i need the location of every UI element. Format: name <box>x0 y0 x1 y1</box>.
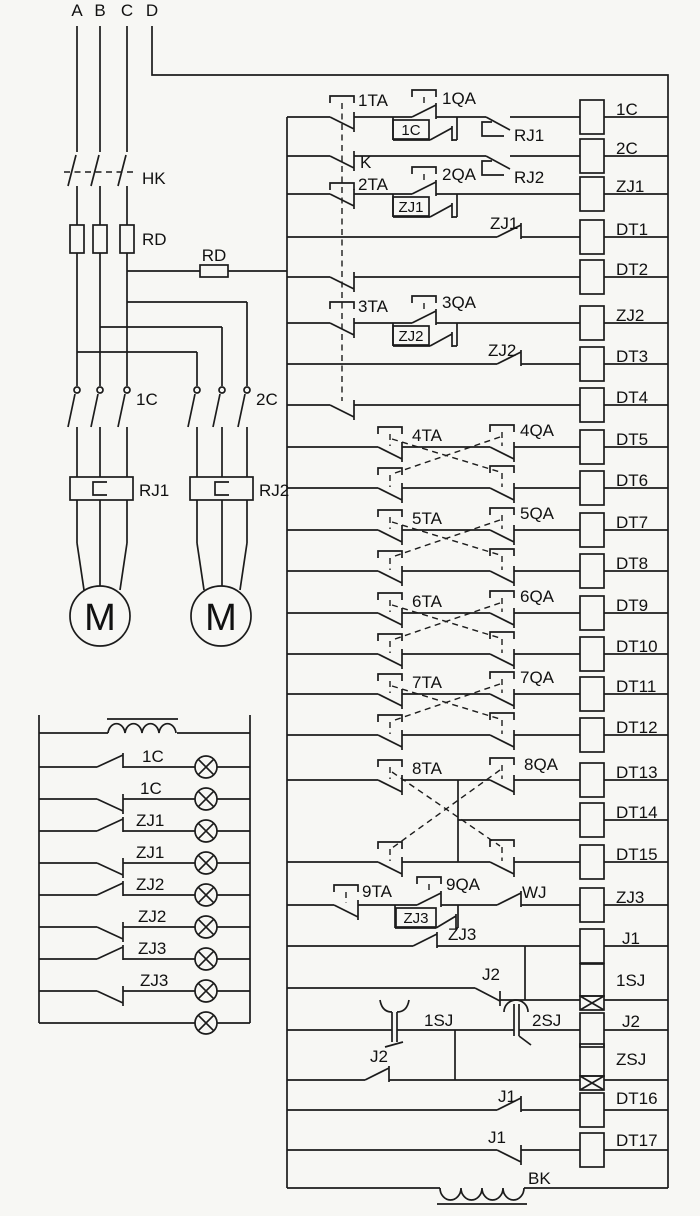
lamp-contact-label: ZJ1 <box>136 843 165 862</box>
motor1-letter: M <box>84 597 116 639</box>
fuse-control-label: RD <box>201 246 227 265</box>
lamp-contact-label: ZJ3 <box>138 939 167 958</box>
hold-contact-label-zj2: ZJ2 <box>398 328 424 345</box>
coil-label-zj1: ZJ1 <box>616 177 645 196</box>
control-row-dt17 <box>287 1133 668 1167</box>
coil-label-1c: 1C <box>616 100 638 119</box>
phase-d-label: D <box>145 1 159 20</box>
lamp-contact-label: ZJ2 <box>136 875 165 894</box>
lamp-contact-label: 1C <box>140 779 162 798</box>
hold-contact-label-zj1: ZJ1 <box>398 199 424 216</box>
control-row-2c <box>287 139 668 175</box>
coil-label-dt3: DT3 <box>616 347 649 366</box>
contact-label-5qa: 5QA <box>520 504 555 523</box>
contact-label-4ta: 4TA <box>412 426 442 445</box>
coil-label-zj3: ZJ3 <box>616 888 645 907</box>
lamp-contact-label: ZJ1 <box>136 811 165 830</box>
coil-label-zj2: ZJ2 <box>616 306 645 325</box>
power-circuit <box>64 26 668 1188</box>
control-row-j2 <box>287 1000 668 1080</box>
lamp-contact-label: ZJ2 <box>138 907 167 926</box>
control-pair-7 <box>287 672 668 752</box>
contact-label-6qa: 6QA <box>520 587 555 606</box>
control-bottom-bk <box>287 1188 668 1204</box>
contact-label-j2-b: J2 <box>370 1047 388 1066</box>
knife-switch-label: HK <box>142 169 166 188</box>
control-row-1c <box>287 100 668 141</box>
contact-label-2sj: 2SJ <box>532 1011 562 1030</box>
coil-label-dt15: DT15 <box>616 845 658 864</box>
contact-label-3qa: 3QA <box>442 293 477 312</box>
coil-label-dt6: DT6 <box>616 471 649 490</box>
control-row-zsj <box>287 1044 668 1090</box>
coil-label-dt5: DT5 <box>616 430 649 449</box>
contact-label-k: K <box>360 153 372 172</box>
motor2-letter: M <box>205 597 237 639</box>
coil-label-dt13: DT13 <box>616 763 658 782</box>
contact-label-5ta: 5TA <box>412 509 442 528</box>
coil-label-dt14: DT14 <box>616 803 658 822</box>
control-labels <box>358 89 561 1188</box>
contact-label-1ta: 1TA <box>358 91 388 110</box>
contact-label-2ta: 2TA <box>358 175 388 194</box>
coil-label-2c: 2C <box>616 139 638 158</box>
contact-label-j2-a: J2 <box>482 965 500 984</box>
phase-b-label: B <box>94 1 106 20</box>
fuse-main-label: RD <box>142 230 167 249</box>
coil-label-zsj: ZSJ <box>616 1050 647 1069</box>
overload1-label: RJ1 <box>139 481 170 500</box>
phase-a-label: A <box>71 1 83 20</box>
control-row-zj2 <box>287 306 668 347</box>
contact-label-j1-b: J1 <box>488 1128 506 1147</box>
control-row-dt16 <box>287 1093 668 1127</box>
contact-label-1qa: 1QA <box>442 89 477 108</box>
lamp-panel <box>39 715 250 1034</box>
coil-label-dt2: DT2 <box>616 260 649 279</box>
hold-contact-label-zj3: ZJ3 <box>403 910 429 927</box>
contact-label-8ta: 8TA <box>412 759 442 778</box>
contact-label-7ta: 7TA <box>412 673 442 692</box>
choke-label-bk: BK <box>528 1169 551 1188</box>
coil-label-dt17: DT17 <box>616 1131 658 1150</box>
contact-label-rj2: RJ2 <box>514 168 545 187</box>
control-pair-6 <box>287 591 668 671</box>
control-row-dt3 <box>287 347 668 381</box>
contact-label-6ta: 6TA <box>412 592 442 611</box>
coil-label-dt11: DT11 <box>616 677 657 696</box>
coil-label-dt16: DT16 <box>616 1089 658 1108</box>
coil-label-j1: J1 <box>622 929 640 948</box>
contact-label-rj1: RJ1 <box>514 126 545 145</box>
contact-label-zj3: ZJ3 <box>448 925 477 944</box>
contactor1-label: 1C <box>136 390 158 409</box>
contact-label-8qa: 8QA <box>524 755 559 774</box>
coil-label-dt12: DT12 <box>616 718 658 737</box>
control-row-dt2 <box>287 260 668 294</box>
control-pair-8 <box>287 758 668 879</box>
contact-label-9qa: 9QA <box>446 875 481 894</box>
coil-label-dt4: DT4 <box>616 388 649 407</box>
contact-label-zj1: ZJ1 <box>490 214 519 233</box>
contact-label-3ta: 3TA <box>358 297 388 316</box>
control-pair-5 <box>287 508 668 588</box>
contactor2-label: 2C <box>256 390 278 409</box>
overload2-label: RJ2 <box>259 481 290 500</box>
coil-label-dt10: DT10 <box>616 637 658 656</box>
control-row-dt1 <box>287 220 668 254</box>
contact-label-4qa: 4QA <box>520 421 555 440</box>
control-row-1sj <box>287 964 668 1010</box>
phase-c-label: C <box>120 1 134 20</box>
hold-contact-label-1c: 1C <box>401 122 421 139</box>
contact-label-zj2: ZJ2 <box>488 341 517 360</box>
lamp-contact-label: 1C <box>142 747 164 766</box>
coil-label-dt9: DT9 <box>616 596 649 615</box>
coil-label-dt7: DT7 <box>616 513 649 532</box>
contact-label-7qa: 7QA <box>520 668 555 687</box>
coil-label-1sj: 1SJ <box>616 971 646 990</box>
control-pair-4 <box>287 425 668 505</box>
contact-label-1sj: 1SJ <box>424 1011 454 1030</box>
coil-label-dt8: DT8 <box>616 554 649 573</box>
power-labels <box>71 1 289 639</box>
coil-labels <box>616 100 658 1150</box>
control-ladder <box>287 90 668 1204</box>
contact-label-9ta: 9TA <box>362 882 392 901</box>
indicator-lamps <box>195 756 217 1034</box>
contact-label-j1-a: J1 <box>498 1087 516 1106</box>
lamp-contact-label: ZJ3 <box>140 971 169 990</box>
control-row-dt4 <box>287 388 668 422</box>
contact-label-wj: WJ <box>522 883 547 902</box>
contact-label-2qa: 2QA <box>442 165 477 184</box>
coil-label-dt1: DT1 <box>616 220 649 239</box>
coil-label-j2: J2 <box>622 1012 640 1031</box>
